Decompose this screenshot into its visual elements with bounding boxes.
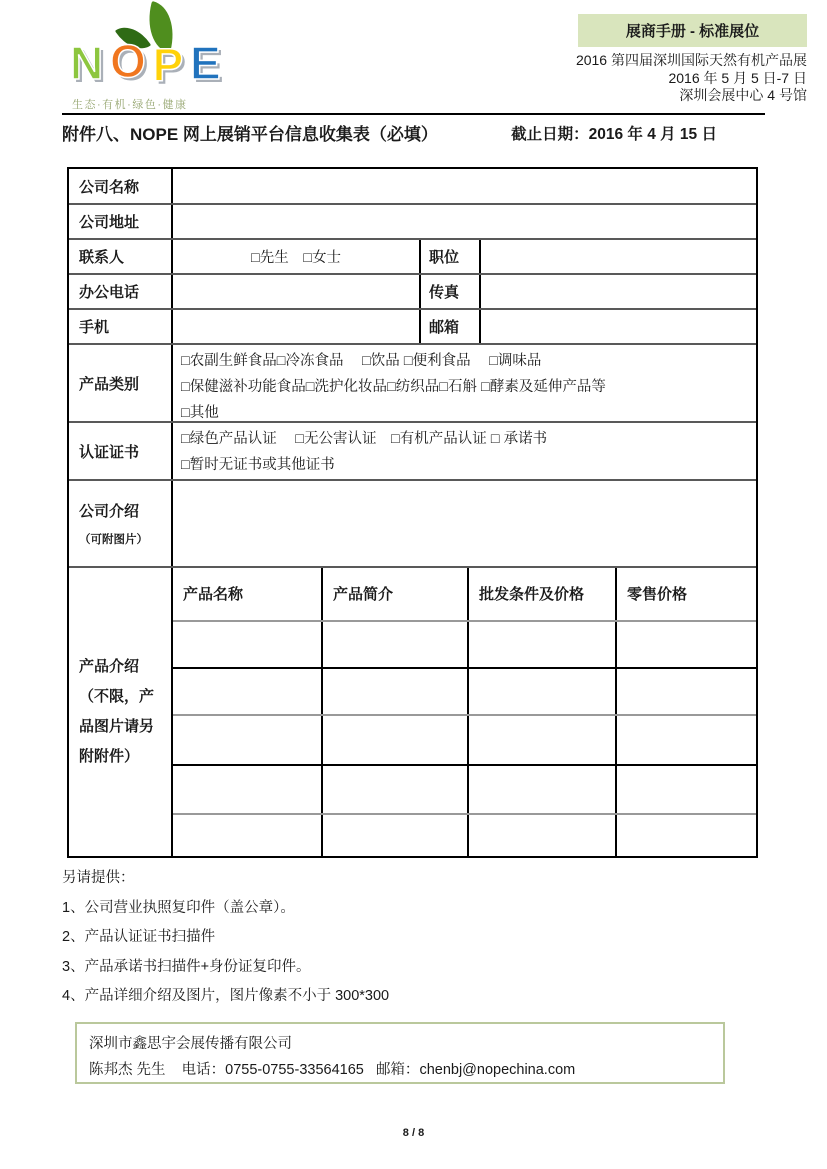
category-label: 产品类别 xyxy=(79,375,140,393)
product-table-row xyxy=(173,764,756,814)
email-address: chenbj@nopechina.com xyxy=(419,1062,576,1078)
category-checkbox-line[interactable]: □其他 xyxy=(181,405,219,421)
organizer-contact-line xyxy=(89,1057,711,1083)
product-table-row xyxy=(173,620,756,668)
wholesale-input-cell[interactable] xyxy=(467,815,615,856)
logo-letter: E xyxy=(190,37,218,89)
retail-input-cell[interactable] xyxy=(615,766,756,814)
retail-input-cell[interactable] xyxy=(615,669,756,714)
company-name-input-cell[interactable] xyxy=(171,169,756,203)
product-brief-input-cell[interactable] xyxy=(321,815,467,856)
mobile-input-cell[interactable] xyxy=(171,310,419,343)
certificate-checkbox-group[interactable] xyxy=(171,423,756,479)
header-divider xyxy=(62,113,765,115)
fax-label: 传真 xyxy=(419,275,479,308)
table-row-product-intro xyxy=(69,566,756,856)
company-intro-label xyxy=(69,481,171,566)
logo-letter: O xyxy=(110,35,143,87)
event-date: 2016 年 5 月 5 日-7 日 xyxy=(668,69,807,86)
title-row xyxy=(62,120,765,145)
category-checkbox-line[interactable]: □保健滋补功能食品□洗护化妆品□纺织品□石斛 □酵素及延伸产品等 xyxy=(181,379,606,395)
page-title: 附件八、NOPE 网上展销平台信息收集表（必填） xyxy=(62,125,438,144)
fax-input-cell[interactable] xyxy=(479,275,756,308)
note-item: 3、产品承诺书扫描件+身份证复印件。 xyxy=(62,958,311,975)
company-intro-note: （可附图片） xyxy=(79,534,148,546)
product-name-input-cell[interactable] xyxy=(173,815,321,856)
table-row-company-name xyxy=(69,169,756,203)
additional-requirements xyxy=(62,864,389,1012)
table-row-category xyxy=(69,343,756,421)
table-row-company-intro xyxy=(69,479,756,566)
wholesale-input-cell[interactable] xyxy=(467,622,615,668)
mobile-label: 手机 xyxy=(79,319,110,336)
wholesale-input-cell[interactable] xyxy=(467,766,615,814)
table-row-company-address xyxy=(69,203,756,238)
deadline-text: 截止日期：2016 年 4 月 15 日 xyxy=(511,125,717,143)
organizer-contact-box xyxy=(75,1022,725,1084)
page-number: 8 / 8 xyxy=(402,1127,425,1139)
email-label: 邮箱 xyxy=(419,310,479,343)
note-item: 4、产品详细介绍及图片，图片像素不小于 300*300 xyxy=(62,988,390,1004)
event-venue: 深圳会展中心 4 号馆 xyxy=(679,87,807,103)
notes-title: 另请提供： xyxy=(62,870,135,886)
wholesale-input-cell[interactable] xyxy=(467,669,615,714)
organizer-company: 深圳市鑫思宇会展传播有限公司 xyxy=(89,1036,292,1052)
retail-input-cell[interactable] xyxy=(615,622,756,668)
certificate-label: 认证证书 xyxy=(79,443,140,461)
table-row-office-phone xyxy=(69,273,756,308)
category-checkbox-line[interactable]: □农副生鲜食品□冷冻食品 □饮品 □便利食品 □调味品 xyxy=(181,353,542,369)
product-table-row xyxy=(173,813,756,856)
contact-gender-checkboxes[interactable]: □先生 □女士 xyxy=(171,240,419,273)
product-name-input-cell[interactable] xyxy=(173,622,321,668)
retail-header: 零售价格 xyxy=(615,568,756,620)
contact-label: 联系人 xyxy=(79,249,125,266)
nope-logo xyxy=(70,4,230,114)
wholesale-header: 批发条件及价格 xyxy=(467,568,615,620)
retail-input-cell[interactable] xyxy=(615,815,756,856)
product-table-header xyxy=(173,568,756,620)
logo-wordmark xyxy=(70,35,218,91)
product-name-input-cell[interactable] xyxy=(173,669,321,714)
product-brief-input-cell[interactable] xyxy=(321,669,467,714)
event-name: 2016 第四届深圳国际天然有机产品展 xyxy=(575,52,807,68)
office-phone-input-cell[interactable] xyxy=(171,275,419,308)
info-collection-table xyxy=(67,167,758,858)
product-name-input-cell[interactable] xyxy=(173,766,321,814)
event-info xyxy=(576,52,807,105)
product-name-input-cell[interactable] xyxy=(173,716,321,764)
product-brief-input-cell[interactable] xyxy=(321,766,467,814)
product-brief-input-cell[interactable] xyxy=(321,716,467,764)
certificate-checkbox-line[interactable]: □绿色产品认证 □无公害认证 □有机产品认证 □ 承诺书 xyxy=(181,431,548,447)
email-label: 邮箱： xyxy=(375,1062,420,1078)
table-row-contact xyxy=(69,238,756,273)
table-row-certificate xyxy=(69,421,756,479)
product-intro-label: 产品介绍（不限，产品图片请另附附件） xyxy=(79,658,155,765)
retail-input-cell[interactable] xyxy=(615,716,756,764)
phone-label: 电话： xyxy=(181,1062,226,1078)
product-brief-input-cell[interactable] xyxy=(321,622,467,668)
product-table-row xyxy=(173,714,756,764)
company-address-label: 公司地址 xyxy=(79,214,140,231)
office-phone-label: 办公电话 xyxy=(79,284,140,301)
company-name-label: 公司名称 xyxy=(79,178,140,196)
product-brief-header: 产品简介 xyxy=(321,568,467,620)
category-checkbox-group[interactable] xyxy=(171,345,756,421)
note-item: 2、产品认证证书扫描件 xyxy=(62,929,216,945)
logo-tagline: 生态·有机·绿色·健康 xyxy=(72,99,188,111)
product-table-row xyxy=(173,667,756,714)
company-intro-input-cell[interactable] xyxy=(171,481,756,566)
organizer-person: 陈邦杰 先生 xyxy=(89,1062,166,1078)
company-intro-label-text: 公司介绍 xyxy=(79,503,140,520)
position-input-cell[interactable] xyxy=(479,240,756,273)
product-table xyxy=(171,568,756,856)
wholesale-input-cell[interactable] xyxy=(467,716,615,764)
note-item: 1、公司营业执照复印件（盖公章）。 xyxy=(62,899,295,916)
product-name-header: 产品名称 xyxy=(183,586,244,604)
table-row-mobile xyxy=(69,308,756,343)
certificate-checkbox-line[interactable]: □暂时无证书或其他证书 xyxy=(181,457,335,473)
manual-type-badge: 展商手册 - 标准展位 xyxy=(578,14,807,47)
phone-number: 0755-0755-33564165 xyxy=(225,1062,364,1078)
position-label: 职位 xyxy=(419,240,479,273)
logo-letter: N xyxy=(70,37,101,89)
logo-letter: P xyxy=(152,39,181,91)
email-input-cell[interactable] xyxy=(479,310,756,343)
company-address-input-cell[interactable] xyxy=(171,205,756,238)
